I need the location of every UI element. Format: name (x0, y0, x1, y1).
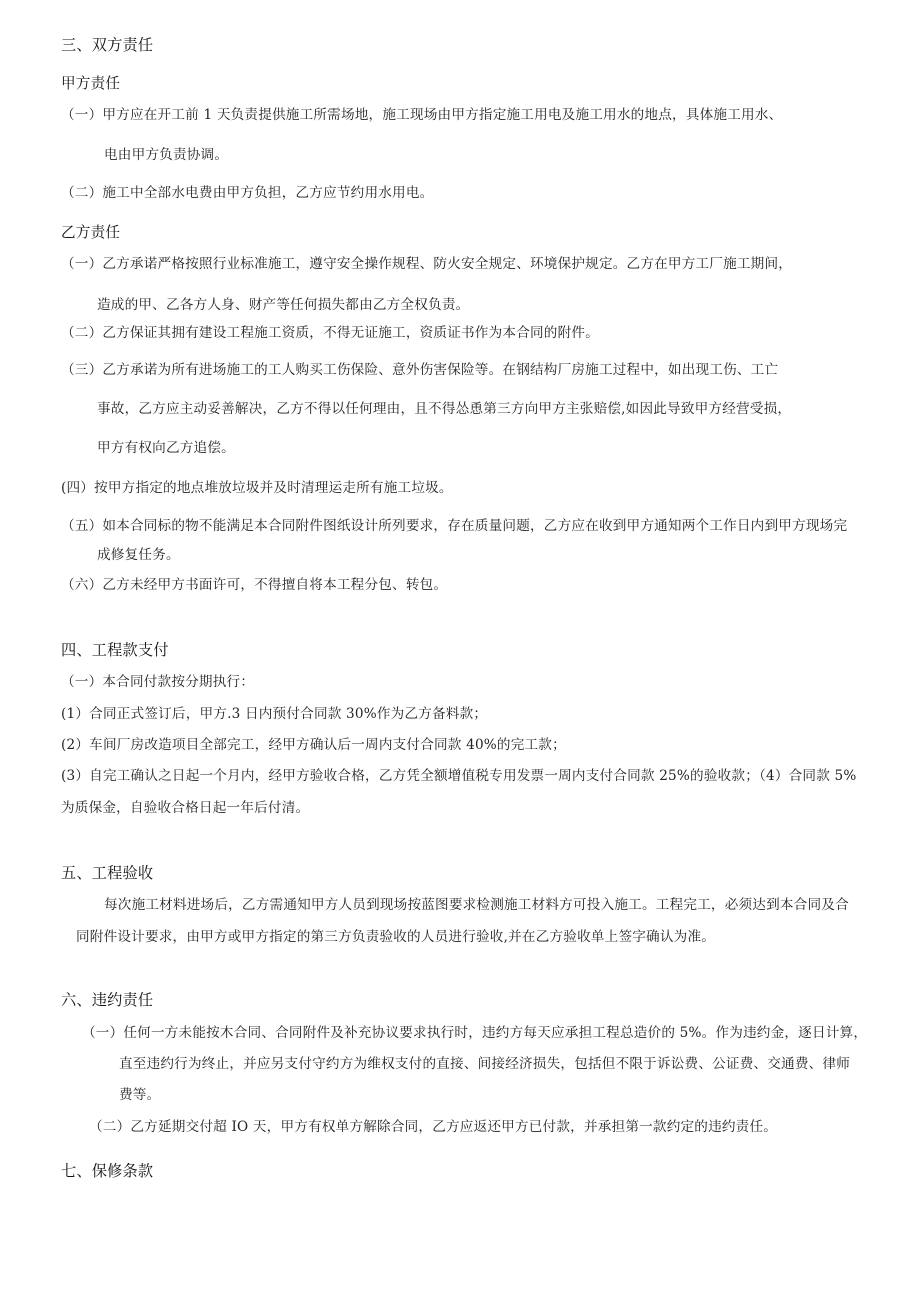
party-a-item-2: （二）施工中全部水电费由甲方负担，乙方应节约用水用电。 (61, 185, 434, 201)
party-b-item-3: （三）乙方承诺为所有进场施工的工人购买工伤保险、意外伤害保险等。在钢结构厂房施工过程中，如出现工伤、工亡 (61, 362, 779, 378)
acceptance-paragraph: 每次施工材料进场后，乙方需通知甲方人员到现场按蓝图要求检测施工材料方可投入施工。工程完工，必须达到本合同及合 (104, 897, 849, 913)
party-b-item-3-cont: 事故，乙方应主动妥善解决，乙方不得以任何理由，且不得怂恿第三方向甲方主张赔偿,如因此导致甲方经营受损， (97, 401, 792, 417)
party-b-item-5-cont: 成修复任务。 (97, 547, 180, 563)
party-b-item-5: （五）如本合同标的物不能满足本合同附件图纸设计所列要求，存在质量问题，乙方应在收到甲方通知两个工作日内到甲方现场完 (61, 518, 848, 534)
breach-item-2: （二）乙方延期交付超 IO 天，甲方有权单方解除合同，乙方应返还甲方已付款，并承担第一款约定的违约责任。 (89, 1119, 778, 1135)
payment-line: （一）本合同付款按分期执行： (61, 674, 255, 690)
breach-item-1-cont: 费等。 (119, 1087, 161, 1103)
party-b-item-6: （六）乙方未经甲方书面许可，不得擅自将本工程分包、转包。 (61, 577, 448, 593)
party-b-item-2: （二）乙方保证其拥有建设工程施工资质，不得无证施工，资质证书作为本合同的附件。 (61, 325, 599, 341)
party-b-title: 乙方责任 (61, 224, 121, 241)
section-heading-payment: 四、工程款支付 (61, 641, 169, 659)
section-heading-breach: 六、违约责任 (61, 991, 154, 1009)
party-a-item-1-cont: 电由甲方负责协调。 (104, 147, 229, 163)
breach-item-1: （一）任何一方未能按木合同、合同附件及补充协议要求执行时，违约方每天应承担工程总造价的 5%。作为违约金，逐日计算， (82, 1025, 868, 1041)
section-heading-warranty: 七、保修条款 (61, 1162, 154, 1180)
party-a-title: 甲方责任 (61, 75, 121, 92)
acceptance-paragraph-cont: 同附件设计要求，由甲方或甲方指定的第三方负责验收的人员进行验收,并在乙方验收单上签字确认为准。 (76, 929, 716, 945)
breach-item-1-cont: 直至违约行为终止，并应另支付守约方为维权支付的直接、间接经济损失，包括但不限于诉讼费、公证费、交通费、律师 (119, 1056, 851, 1072)
payment-line: (2）车间厂房改造项目全部完工，经甲方确认后一周内支付合同款 40%的完工款； (61, 737, 566, 753)
section-heading-acceptance: 五、工程验收 (61, 864, 154, 882)
section-heading-responsibilities: 三、双方责任 (61, 36, 154, 54)
party-b-item-1-cont: 造成的甲、乙各方人身、财产等任何损失都由乙方全权负责。 (97, 297, 470, 313)
party-a-item-1: （一）甲方应在开工前 1 天负责提供施工所需场地，施工现场由甲方指定施工用电及施工用水的地点，具体施工用水、 (61, 107, 783, 123)
party-b-item-1: （一）乙方承诺严格按照行业标准施工，遵守安全操作规程、防火安全规定、环境保护规定。乙方在甲方工厂施工期间， (61, 256, 793, 272)
party-b-item-4: (四）按甲方指定的地点堆放垃圾并及时清理运走所有施工垃圾。 (61, 480, 453, 496)
payment-line: (3）自完工确认之日起一个月内，经甲方验收合格，乙方凭全额增值税专用发票一周内支付合同款 25%的验收款；（4）合同款 5% (61, 768, 857, 784)
payment-line: (1）合同正式签订后，甲方.3 日内预付合同款 30%作为乙方备料款； (61, 706, 488, 722)
party-b-item-3-cont: 甲方有权向乙方追偿。 (97, 440, 235, 456)
payment-line: 为质保金，自验收合格日起一年后付清。 (61, 800, 310, 816)
